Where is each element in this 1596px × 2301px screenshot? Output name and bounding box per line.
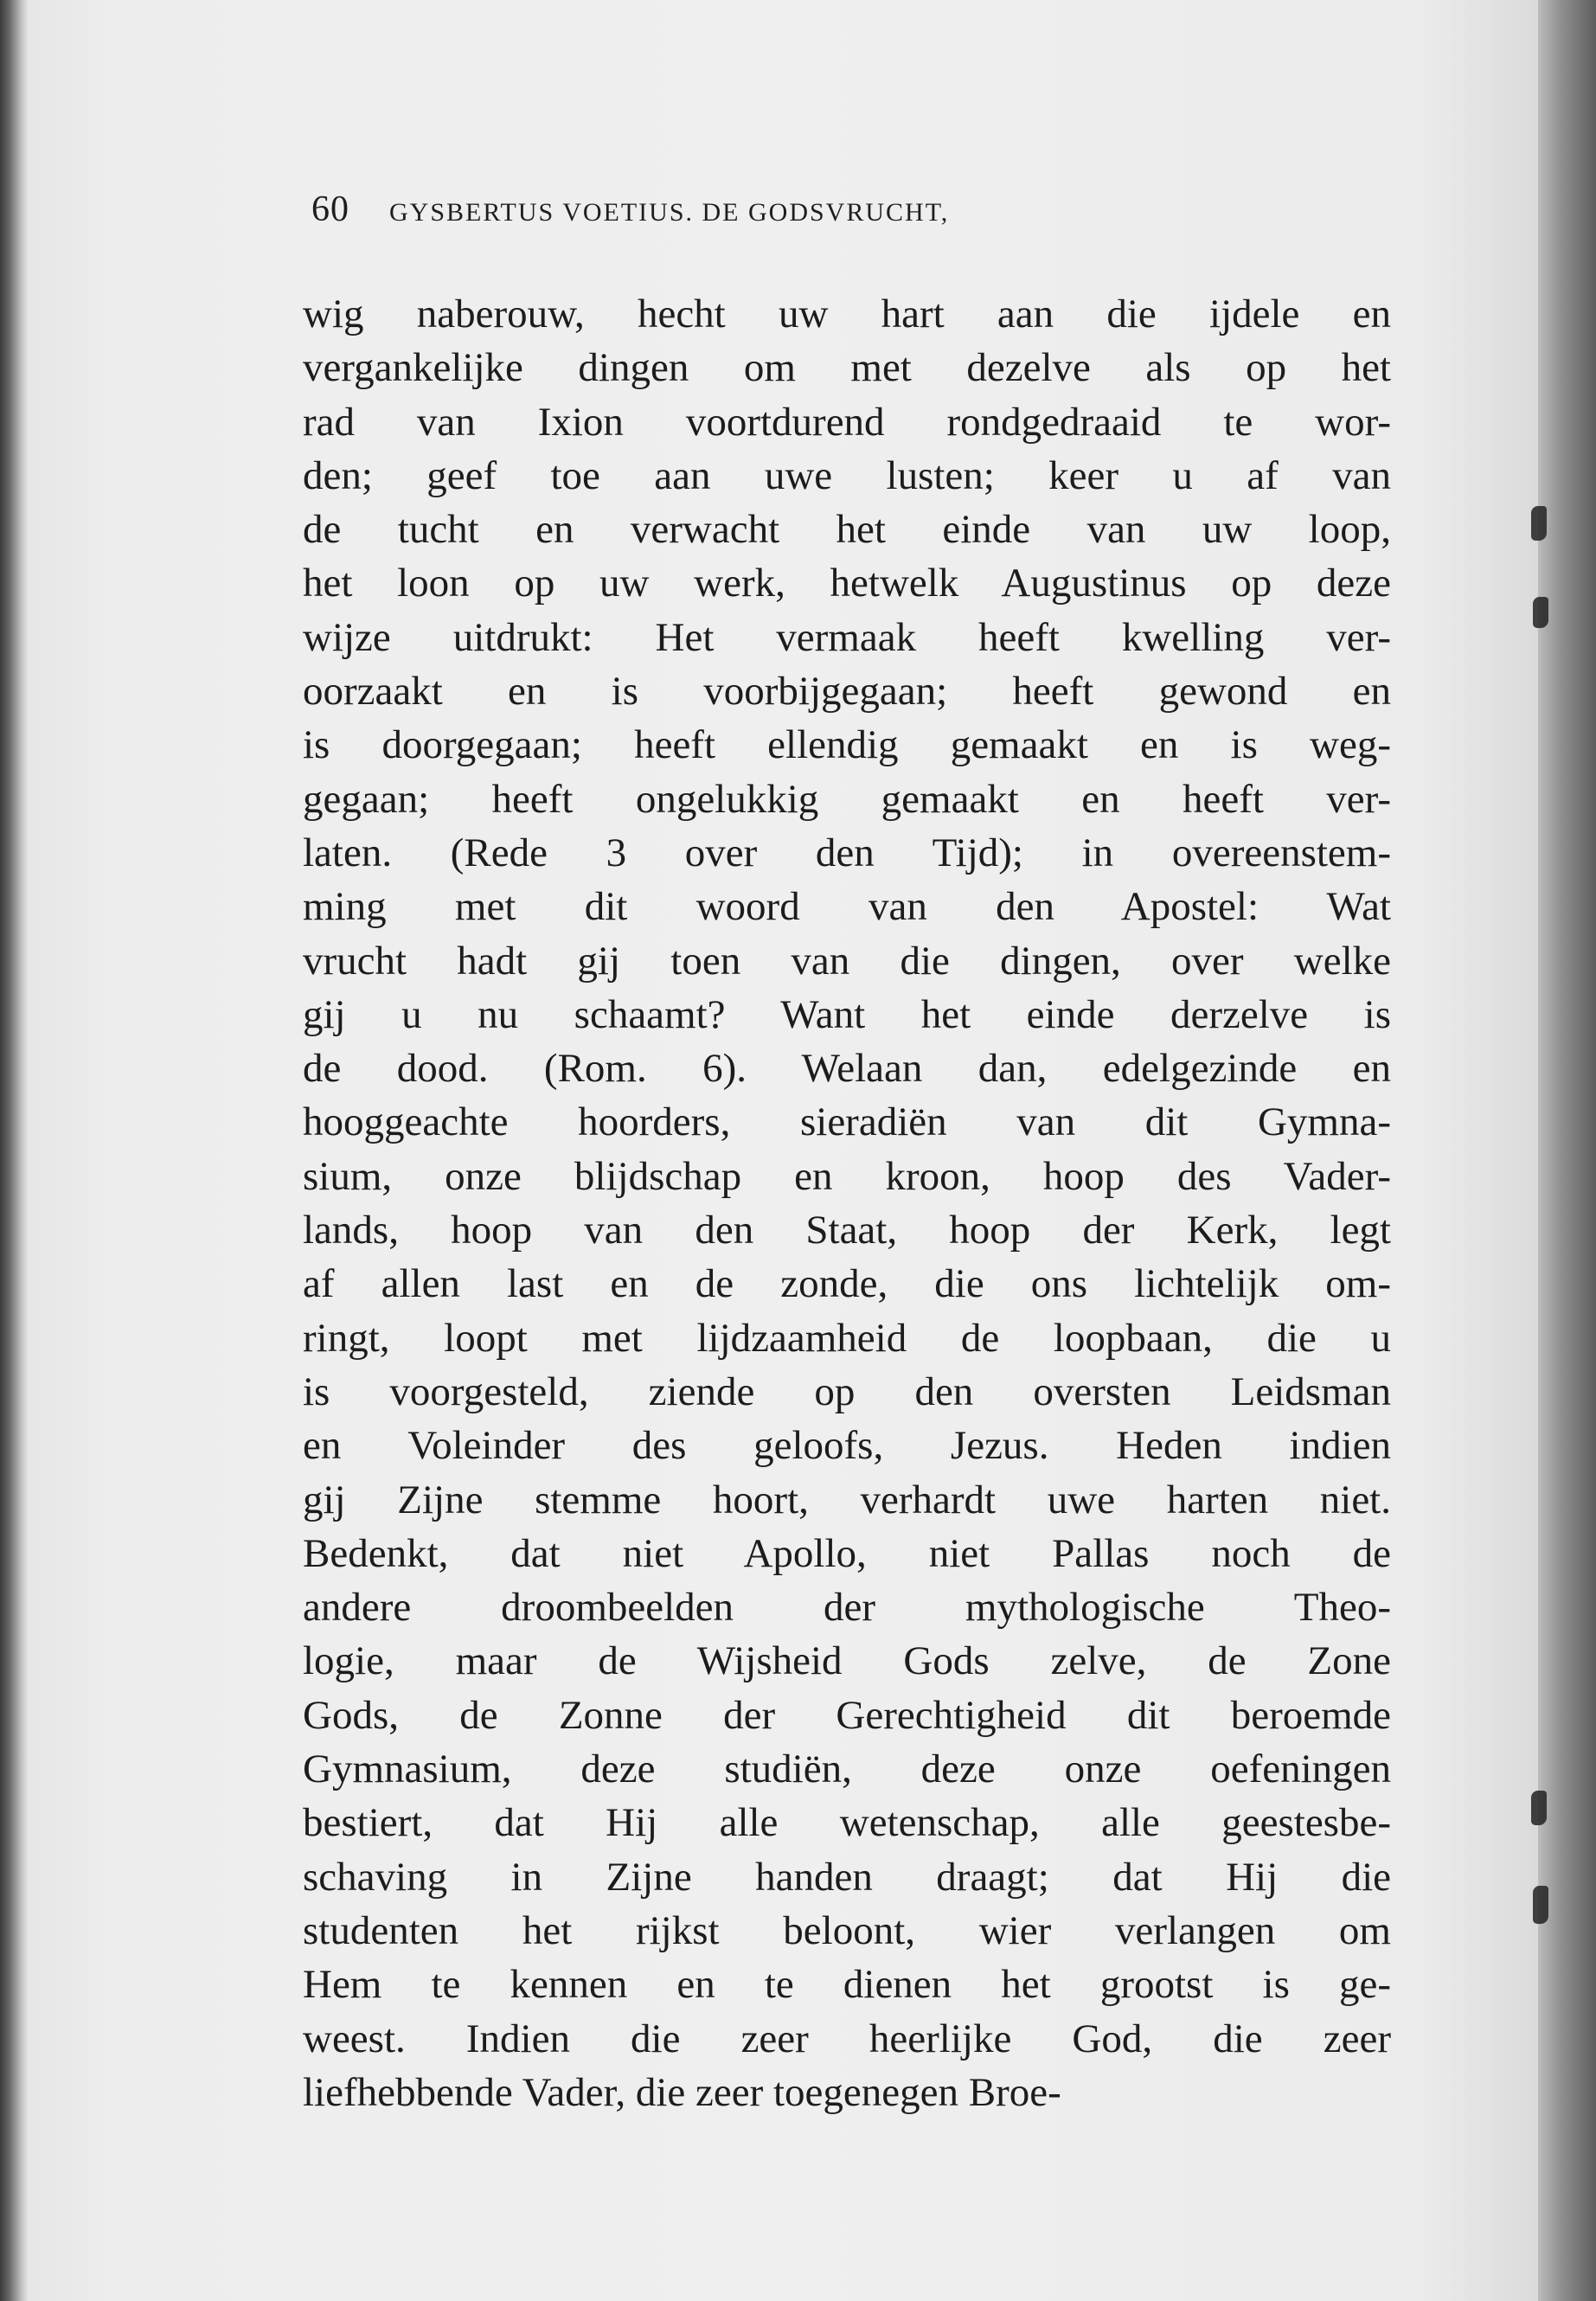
- text-line: Gymnasium, deze studiën, deze onze oefeningen: [303, 1747, 1391, 1792]
- text-line: is voorgesteld, ziende op den oversten Leidsman: [303, 1368, 1391, 1414]
- text-line: hooggeachte hoorders, sieradiën van dit Gymna-: [303, 1099, 1391, 1145]
- text-line: laten. (Rede 3 over den Tijd); in overeenstem-: [303, 830, 1391, 875]
- text-line: ringt, loopt met lijdzaamheid de loopbaan, die u: [303, 1315, 1391, 1361]
- text-line: sium, onze blijdschap en kroon, hoop des Vader-: [303, 1153, 1391, 1199]
- text-line: andere droombeelden der mythologische Theo-: [303, 1585, 1391, 1631]
- text-line: wijze uitdrukt: Het vermaak heeft kwelling ver-: [303, 614, 1391, 660]
- ink-bleed-mark: [1531, 506, 1547, 541]
- text-line: en Voleinder des geloofs, Jezus. Heden indien: [303, 1423, 1391, 1469]
- text-line: vrucht hadt gij toen van die dingen, over welke: [303, 938, 1391, 984]
- running-head: [311, 189, 1401, 234]
- text-line: weest. Indien die zeer heerlijke God, die zeer: [303, 2016, 1391, 2061]
- text-line: oorzaakt en is voorbijgegaan; heeft gewond en: [303, 669, 1391, 715]
- text-line: de dood. (Rom. 6). Welaan dan, edelgezinde en: [303, 1046, 1391, 1092]
- text-line: studenten het rijkst beloont, wier verlangen om: [303, 1907, 1391, 1953]
- text-line: Gods, de Zonne der Gerechtigheid dit beroemde: [303, 1692, 1391, 1738]
- binding-edge: [0, 0, 28, 2301]
- text-line: bestiert, dat Hij alle wetenschap, alle geestesbe-: [303, 1800, 1391, 1846]
- text-line: gegaan; heeft ongelukkig gemaakt en heeft ver-: [303, 776, 1391, 822]
- text-line: den; geef toe aan uwe lusten; keer u af van: [303, 452, 1391, 498]
- text-line: wig naberouw, hecht uw hart aan die ijdele en: [303, 292, 1391, 336]
- text-line: is doorgegaan; heeft ellendig gemaakt en is weg-: [303, 722, 1391, 768]
- ink-bleed-mark: [1531, 1791, 1547, 1825]
- text-line: liefhebbende Vader, die zeer toegenegen Broe-: [303, 2069, 1061, 2115]
- text-line: Hem te kennen en te dienen het grootst is ge-: [303, 1962, 1391, 2008]
- text-line: de tucht en verwacht het einde van uw loop,: [303, 507, 1391, 553]
- running-title: GYSBERTUS VOETIUS. DE GODSVRUCHT,: [389, 198, 950, 227]
- text-line: schaving in Zijne handen draagt; dat Hij die: [303, 1854, 1391, 1900]
- text-line: ming met dit woord van den Apostel: Wat: [303, 884, 1391, 930]
- next-page-edge: [1538, 0, 1596, 2301]
- body-text: [303, 287, 1391, 2119]
- ink-bleed-mark: [1533, 1886, 1548, 1924]
- page-number: 60: [311, 189, 349, 229]
- text-line: gij u nu schaamt? Want het einde derzelve is: [303, 991, 1391, 1037]
- text-line: af allen last en de zonde, die ons lichtelijk om-: [303, 1261, 1391, 1307]
- text-line: lands, hoop van den Staat, hoop der Kerk, legt: [303, 1208, 1391, 1253]
- ink-bleed-mark: [1533, 597, 1548, 628]
- text-line: rad van Ixion voortdurend rondgedraaid te wor-: [303, 399, 1391, 445]
- text-line: het loon op uw werk, hetwelk Augustinus op deze: [303, 561, 1391, 606]
- paper-page: [24, 0, 1547, 2301]
- text-line: Bedenkt, dat niet Apollo, niet Pallas noch de: [303, 1530, 1391, 1576]
- text-line: vergankelijke dingen om met dezelve als op het: [303, 345, 1391, 391]
- text-line: logie, maar de Wijsheid Gods zelve, de Zone: [303, 1638, 1391, 1684]
- text-line: gij Zijne stemme hoort, verhardt uwe harten niet.: [303, 1477, 1391, 1522]
